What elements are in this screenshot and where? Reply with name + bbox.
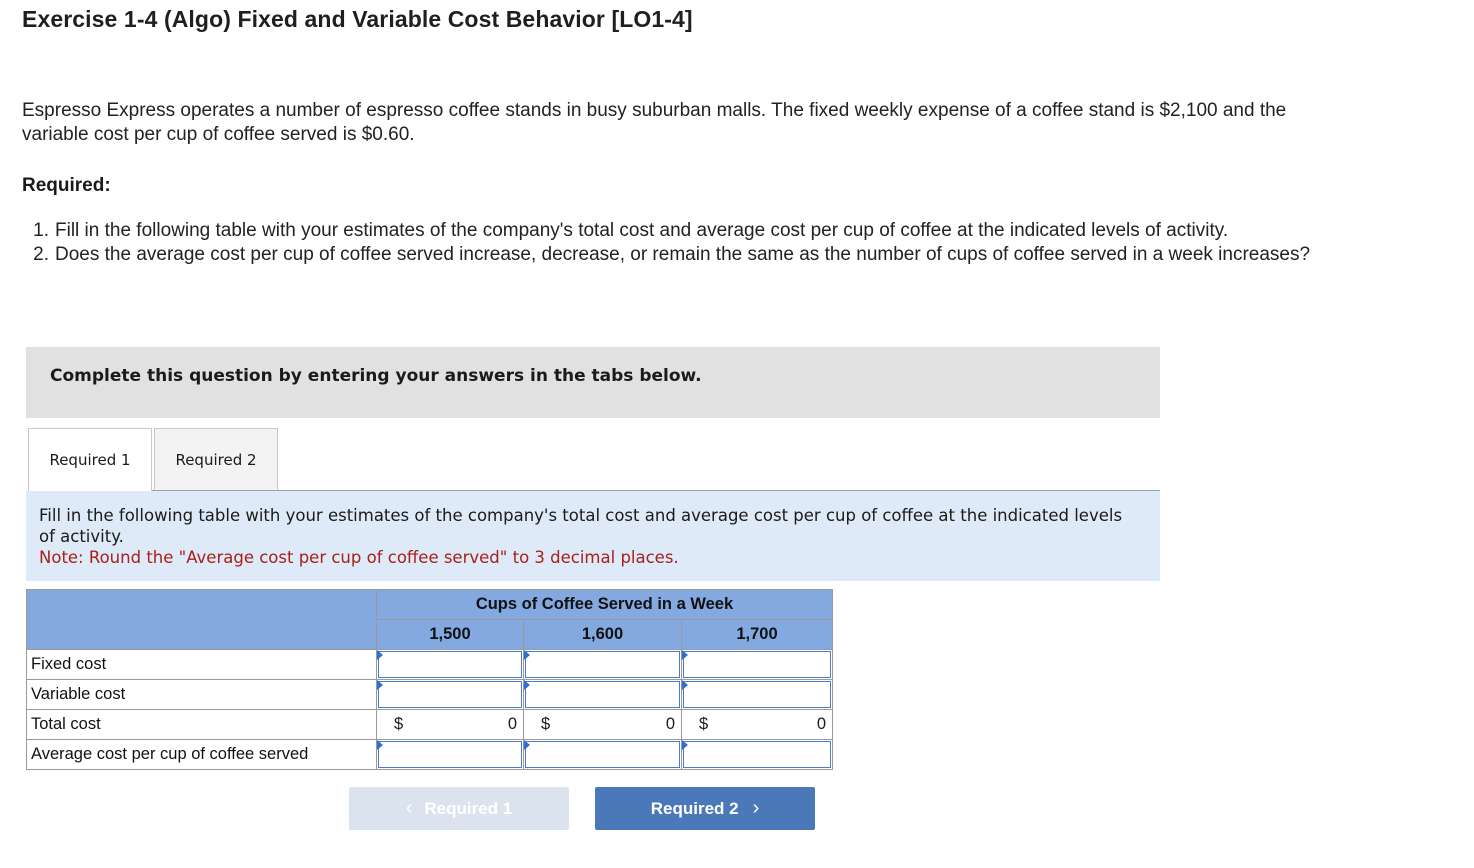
rounding-note: Note: Round the "Average cost per cup of coffee served" to 3 decimal places. [39,548,679,567]
column-header-1700: 1,700 [682,620,833,650]
fixed-cost-1500-input[interactable] [377,650,524,680]
input-marker-icon [682,650,688,660]
input-marker-icon [377,680,383,690]
table-corner-header [27,590,377,650]
input-marker-icon [682,740,688,750]
requirement-text: Fill in the following table with your estimates of the company's total cost and average cost per cup of coffee at the indicated levels of activity. [55,220,1229,241]
requirement-number: 1. [33,220,49,241]
requirement-text: Does the average cost per cup of coffee served increase, decrease, or remain the same as the number of cups of coffee served in a week increases? [55,244,1311,265]
exercise-title: Exercise 1-4 (Algo) Fixed and Variable Cost Behavior [LO1-4] [22,6,693,32]
total-cost-1700 [682,710,833,740]
input-marker-icon [377,650,383,660]
chevron-right-icon: › [752,797,760,819]
currency-symbol: $ [699,715,709,733]
average-cost-1600-input[interactable] [524,740,682,770]
average-cost-1500-input[interactable] [377,740,524,770]
input-marker-icon [377,740,383,750]
cups-served-header: Cups of Coffee Served in a Week [377,590,833,620]
requirement-number: 2. [33,244,49,265]
instructions-text [39,505,1139,568]
column-header-1500: 1,500 [377,620,524,650]
previous-tab-button[interactable] [349,787,569,830]
input-marker-icon [524,680,530,690]
input-marker-icon [524,650,530,660]
next-tab-button[interactable] [595,787,815,830]
total-cost-1500 [377,710,524,740]
variable-cost-1600-input[interactable] [524,680,682,710]
table-row [27,740,833,770]
table-row [27,710,833,740]
total-cost-value: 0 [816,715,826,733]
total-cost-1600 [524,710,682,740]
row-label-variable-cost: Variable cost [27,680,377,710]
tab-instructions [26,491,1160,581]
table-row [27,650,833,680]
requirement-item [22,219,1312,243]
variable-cost-1700-input[interactable] [682,680,833,710]
banner-text: Complete this question by entering your answers in the tabs below. [50,366,702,386]
required-heading: Required: [22,175,111,196]
instruction-banner [26,347,1160,418]
tab-required-2[interactable]: Required 2 [154,428,278,490]
input-marker-icon [682,680,688,690]
cost-table [26,589,833,770]
row-label-average-cost: Average cost per cup of coffee served [27,740,377,770]
total-cost-value: 0 [665,715,675,733]
column-header-1600: 1,600 [524,620,682,650]
variable-cost-1500-input[interactable] [377,680,524,710]
row-label-total-cost: Total cost [27,710,377,740]
chevron-left-icon: ‹ [405,797,413,819]
requirements-list [22,219,1312,267]
tab-required-1[interactable]: Required 1 [28,428,152,491]
fixed-cost-1700-input[interactable] [682,650,833,680]
next-button-label: Required 2 [650,798,739,818]
input-marker-icon [524,740,530,750]
previous-button-label: Required 1 [424,798,513,818]
requirement-item [22,243,1312,267]
instructions-body: Fill in the following table with your estimates of the company's total cost and average cost per cup of coffee at the indicated levels of activity. [39,506,1123,546]
fixed-cost-1600-input[interactable] [524,650,682,680]
average-cost-1700-input[interactable] [682,740,833,770]
table-row [27,680,833,710]
row-label-fixed-cost: Fixed cost [27,650,377,680]
currency-symbol: $ [541,715,551,733]
currency-symbol: $ [394,715,404,733]
total-cost-value: 0 [507,715,517,733]
problem-statement: Espresso Express operates a number of espresso coffee stands in busy suburban malls. The fixed weekly expense of a coffee stand is $2,100 and the variable cost per cup of coffee served is $0.60. [22,100,1287,145]
